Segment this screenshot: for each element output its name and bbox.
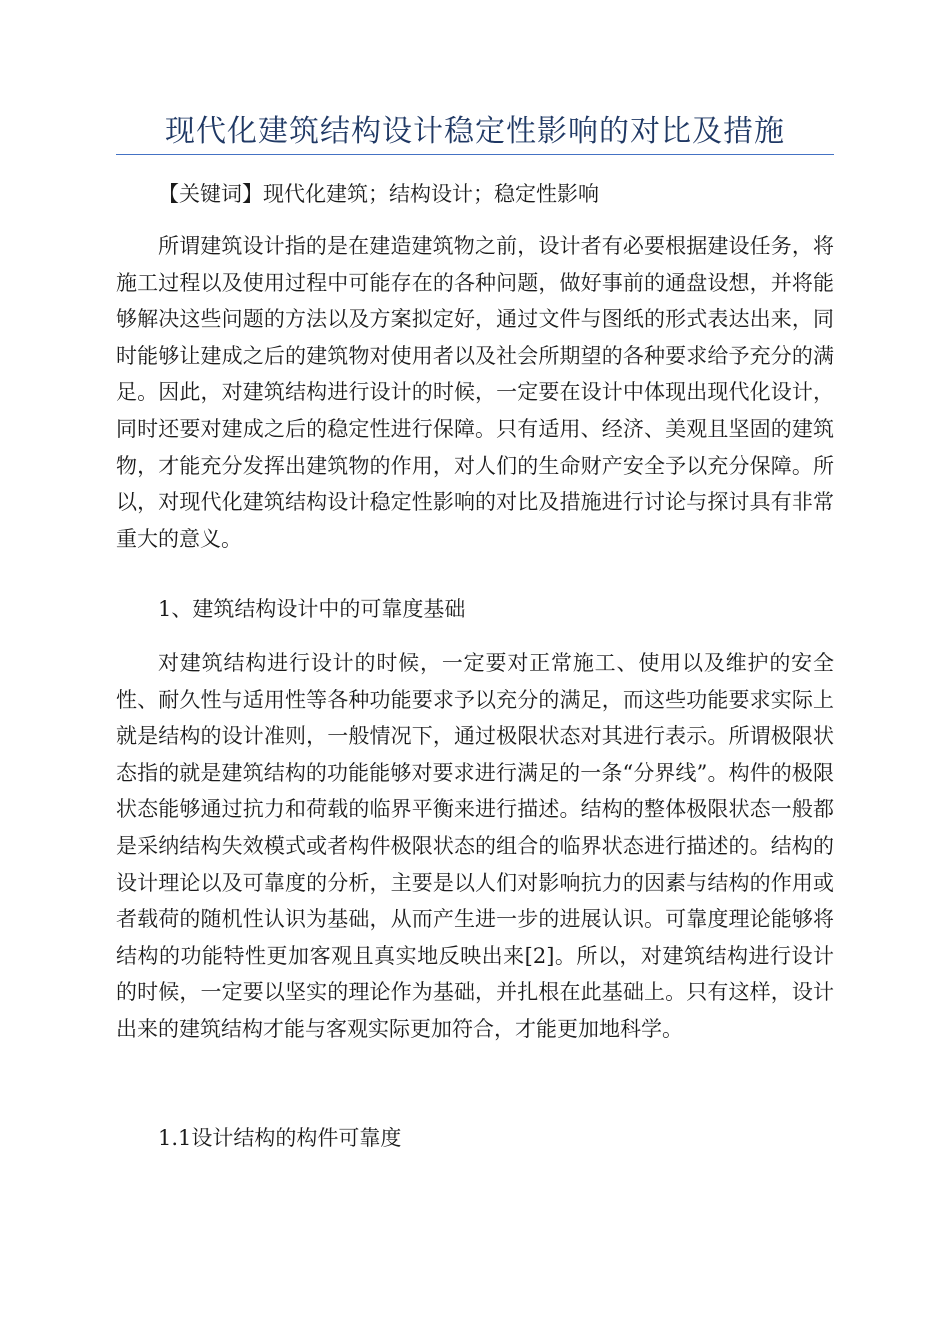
section-heading-1: 1、建筑结构设计中的可靠度基础 (158, 597, 466, 621)
keywords-line: 【关键词】现代化建筑；结构设计；稳定性影响 (158, 182, 599, 206)
section-heading-1-1: 1.1设计结构的构件可靠度 (158, 1126, 402, 1150)
title-underline (116, 154, 834, 155)
reliability-paragraph: 对建筑结构进行设计的时候，一定要对正常施工、使用以及维护的安全性、耐久性与适用性等各种功能要求予以充分的满足，而这些功能要求实际上就是结构的设计准则，一般情况下，通过极限状态对其进行表示。所谓极限状态指的就是建筑结构的功能能够对要求进行满足的一条“分界线”。构件的极限状态能够通过抗力和荷载的临界平衡来进行描述。结构的整体极限状态一般都是采纳结构失效模式或者构件极限状态的组合的临界状态进行描述的。结构的设计理论以及可靠度的分析，主要是以人们对影响抗力的因素与结构的作用或者载荷的随机性认识为基础，从而产生进一步的进展认识。可靠度理论能够将结构的功能特性更加客观且真实地反映出来[2]。所以，对建筑结构进行设计的时候，一定要以坚实的理论作为基础，并扎根在此基础上。只有这样，设计出来的建筑结构才能与客观实际更加符合，才能更加地科学。 (116, 651, 834, 1041)
document-title: 现代化建筑结构设计稳定性影响的对比及措施 (165, 114, 785, 149)
intro-paragraph: 所谓建筑设计指的是在建造建筑物之前，设计者有必要根据建设任务，将施工过程以及使用过程中可能存在的各种问题，做好事前的通盘设想，并将能够解决这些问题的方法以及方案拟定好，通过文件与图纸的形式表达出来，同时能够让建成之后的建筑物对使用者以及社会所期望的各种要求给予充分的满足。因此，对建筑结构进行设计的时候，一定要在设计中体现出现代化设计，同时还要对建成之后的稳定性进行保障。只有适用、经济、美观且坚固的建筑物，才能充分发挥出建筑物的作用，对人们的生命财产安全予以充分保障。所以，对现代化建筑结构设计稳定性影响的对比及措施进行讨论与探讨具有非常重大的意义。 (116, 234, 834, 551)
